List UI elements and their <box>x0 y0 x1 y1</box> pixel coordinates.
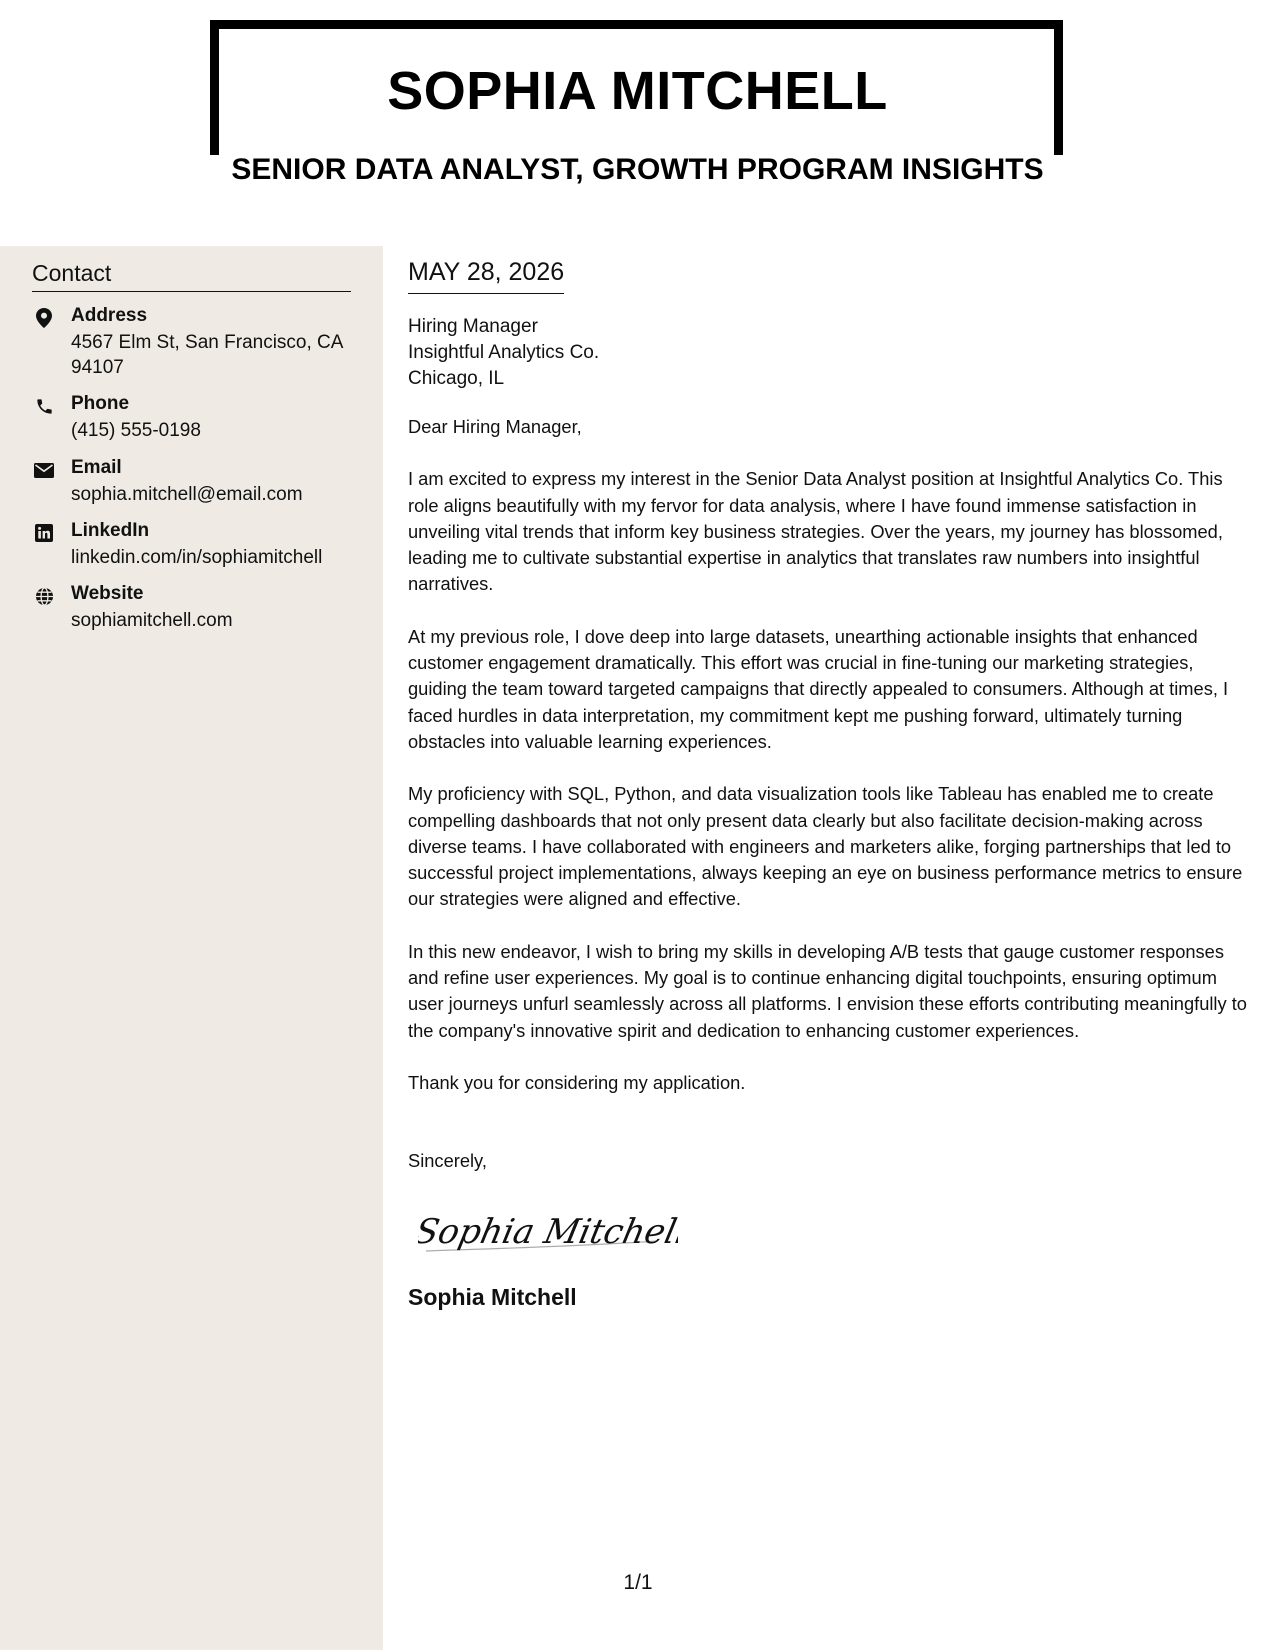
envelope-icon <box>32 459 56 481</box>
contact-value-email[interactable]: sophia.mitchell@email.com <box>71 484 303 505</box>
svg-text:Sophia Mitchell: Sophia Mitchell <box>418 1211 678 1252</box>
job-title: SENIOR DATA ANALYST, GROWTH PROGRAM INSIGHTS <box>231 153 1044 186</box>
contact-label: Address <box>71 305 148 326</box>
salutation: Dear Hiring Manager, <box>408 416 582 437</box>
letter-paragraph: In this new endeavor, I wish to bring my skills in developing A/B tests that gauge customer responses and refine user experiences. My goal is to continue enhancing digital touchpoints, ensuring optimum user journeys unfurl seamlessly across all platforms. I envision these efforts contributing meaningfully to the company's innovative spirit and dedication to enhancing customer experiences. <box>408 940 1247 1041</box>
letter-paragraph: My proficiency with SQL, Python, and data visualization tools like Tableau has enabled me to create compelling dashboards that not only present data clearly but also facilitate decision-making across diverse teams. I have collaborated with engineers and marketers alike, forging partnerships that led to successful project implementations, always keeping an eye on business performance metrics to ensure our strategies were aligned and effective. <box>408 783 1243 910</box>
handwritten-signature <box>418 1201 1253 1266</box>
letter-body <box>408 258 1253 1311</box>
closing: Sincerely, <box>408 1150 487 1172</box>
contact-value-phone: (415) 555-0198 <box>71 420 201 441</box>
letter-paragraph: At my previous role, I dove deep into large datasets, unearthing actionable insights that enhanced customer engagement dramatically. This effort was crucial in fine-tuning our marketing strategies, guiding the team toward targeted campaigns that directly appealed to consumers. Although at times, I faced hurdles in data interpretation, my commitment kept me pushing forward, ultimately turning obstacles into valuable learning experiences. <box>408 625 1229 752</box>
contact-value-website[interactable]: sophiamitchell.com <box>71 610 233 631</box>
recipient-block <box>408 314 1253 392</box>
page-number: 1/1 <box>623 1571 653 1594</box>
recipient-line: Hiring Manager <box>408 316 538 337</box>
letter-date: MAY 28, 2026 <box>408 258 564 294</box>
linkedin-icon <box>32 522 56 544</box>
globe-icon <box>32 585 56 607</box>
signer-name: Sophia Mitchell <box>408 1283 577 1310</box>
contact-label: Phone <box>71 393 130 414</box>
letter-paragraph: I am excited to express my interest in the Senior Data Analyst position at Insightful Analytics Co. This role aligns beautifully with my fervor for data analysis, where I have found immense satisfaction in unveiling vital trends that inform key business strategies. Over the years, my journey has blossomed, leading me to cultivate substantial expertise in analytics that translates raw numbers into insightful narratives. <box>408 468 1223 595</box>
applicant-name: SOPHIA MITCHELL <box>387 61 888 121</box>
recipient-line: Insightful Analytics Co. <box>408 342 600 363</box>
contact-label: Email <box>71 457 122 478</box>
contact-value-address: 4567 Elm St, San Francisco, CA 94107 <box>71 332 343 378</box>
contact-heading: Contact <box>32 260 351 292</box>
contact-label: LinkedIn <box>71 520 150 541</box>
letter-content <box>408 414 1253 1175</box>
contact-value-linkedin[interactable]: linkedin.com/in/sophiamitchell <box>71 547 323 568</box>
letter-paragraph: Thank you for considering my application. <box>408 1071 746 1093</box>
contact-sidebar <box>0 246 383 1650</box>
contact-label: Website <box>71 583 144 604</box>
location-pin-icon <box>32 307 56 329</box>
phone-icon <box>32 395 56 417</box>
recipient-line: Chicago, IL <box>408 368 505 389</box>
